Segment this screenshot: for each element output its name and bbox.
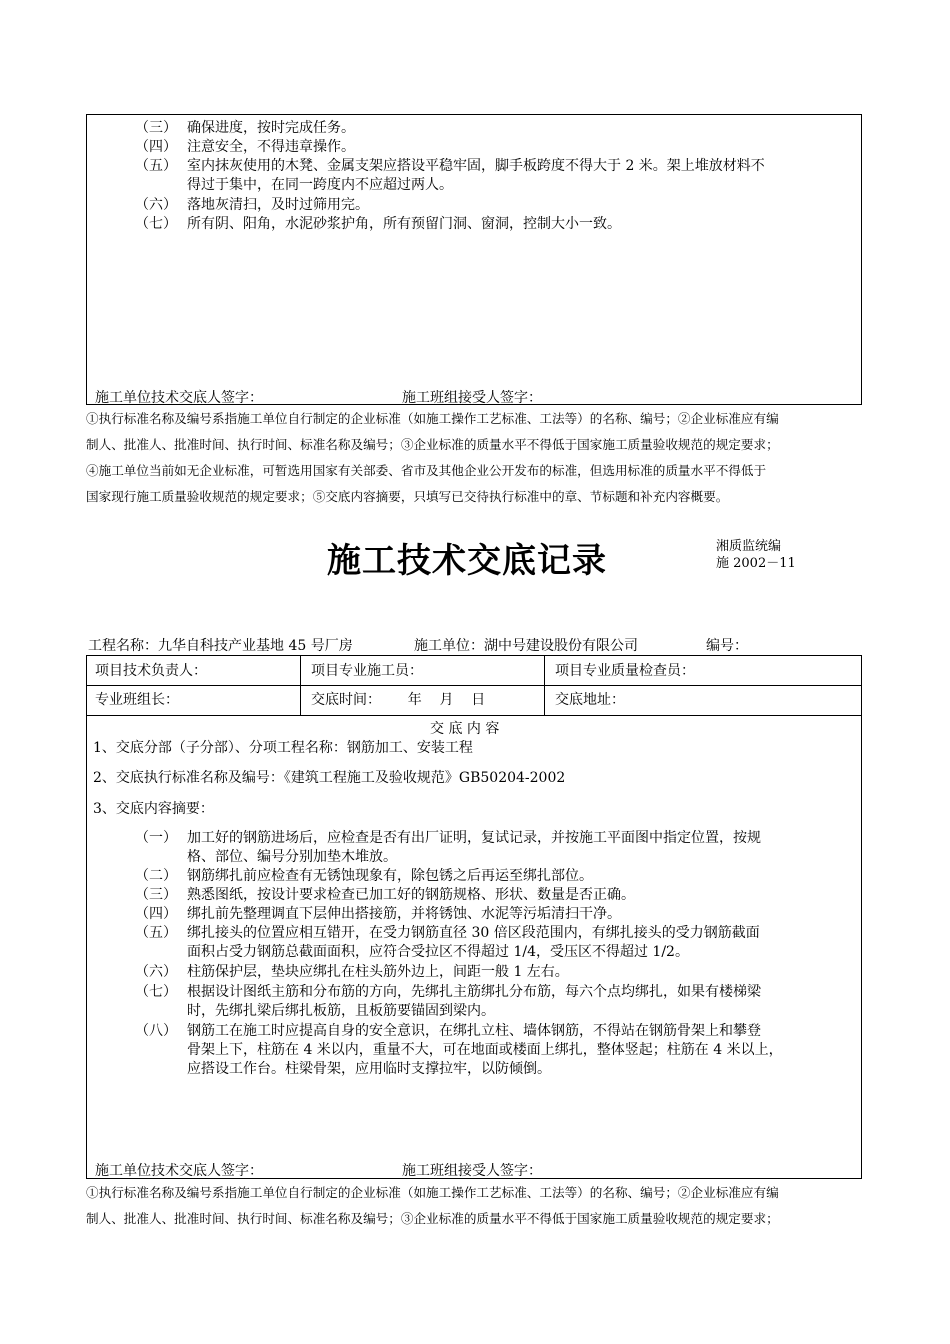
row-divider-1 <box>86 685 862 686</box>
top-signature-tech: 施工单位技术交底人签字： <box>95 390 263 406</box>
form-signature-tech: 施工单位技术交底人签字： <box>95 1163 263 1179</box>
handover-location-field: 交底地址： <box>555 692 625 708</box>
form-notes: ①执行标准名称及编号系指施工单位自行制定的企业标准（如施工操作工艺标准、工法等）的名称、编号；②企业标准应有编 制人、批准人、批准时间、执行时间、标准名称及编号；③企业标准的质量水平不得低于国家施工质量验收规范的规定要求； <box>86 1185 779 1226</box>
top-notes: ①执行标准名称及编号系指施工单位自行制定的企业标准（如施工操作工艺标准、工法等）的名称、编号；②企业标准应有编 制人、批准人、批准时间、执行时间、标准名称及编号；③企业标准的质量水平不得低于国家施工质量验收规范的规定要求； ④施工单位当前如无企业标准，可暂选用国家有关部委、省市及其他企业公开发布的标准，但选用标准的质量水平不得低于 国家现行施工质量验收规范的规定要求；⑤交底内容摘要，只填写已交待执行标准中的章、节标题和补充内容概要。 <box>86 411 779 504</box>
tech-lead-field: 项目技术负责人： <box>95 663 207 679</box>
row-divider-2 <box>86 715 862 716</box>
number-label: 编号： <box>706 638 748 654</box>
construction-unit: 施工单位：湖中号建设股份有限公司 <box>414 638 638 654</box>
quality-inspector-field: 项目专业质量检查员： <box>555 663 695 679</box>
form-signature-receiver: 施工班组接受人签字： <box>402 1163 542 1179</box>
section-2: 2、交底执行标准名称及编号：《建筑工程施工及验收规范》GB50204-2002 <box>93 770 566 786</box>
section-1: 1、交底分部（子分部）、分项工程名称：钢筋加工、安装工程 <box>93 740 473 756</box>
page-title: 施工技术交底记录 <box>327 541 607 581</box>
form-code: 湘质监统编 施 2002－11 <box>716 539 796 571</box>
construction-staff-field: 项目专业施工员： <box>311 663 423 679</box>
team-leader-field: 专业班组长： <box>95 692 179 708</box>
top-signature-receiver: 施工班组接受人签字： <box>402 390 542 406</box>
content-header: 交 底 内 容 <box>430 721 500 737</box>
col-divider-1 <box>300 655 301 715</box>
col-divider-2 <box>544 655 545 715</box>
project-name: 工程名称：九华自科技产业基地 45 号厂房 <box>88 638 353 654</box>
handover-time-field: 交底时间： 年 月 日 <box>311 692 486 708</box>
section-3: 3、交底内容摘要： <box>93 801 214 817</box>
